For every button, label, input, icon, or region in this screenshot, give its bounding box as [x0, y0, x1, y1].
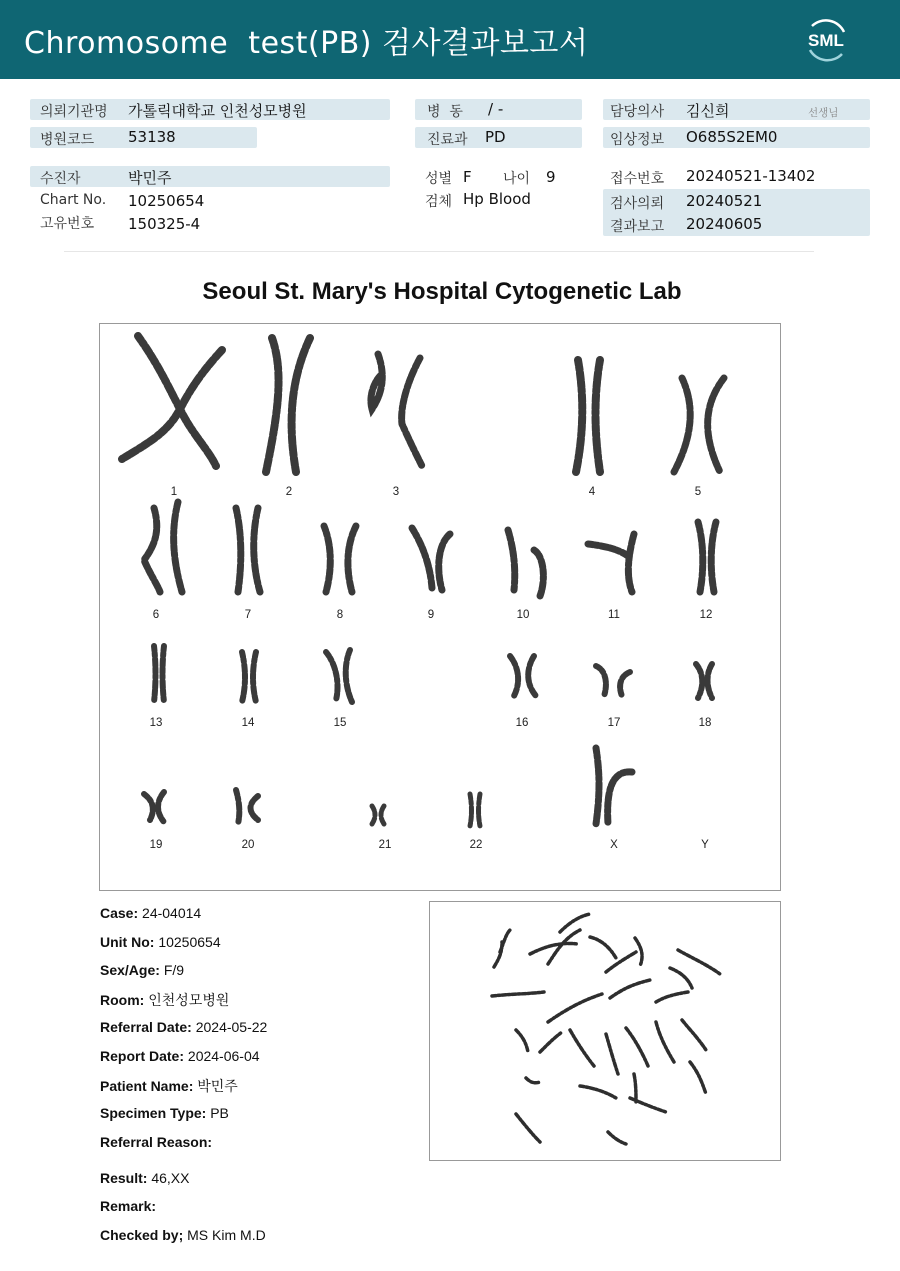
- room-label: Room:: [100, 992, 145, 1008]
- room-value: 인천성모병원: [148, 992, 230, 1008]
- lab-title: Seoul St. Mary's Hospital Cytogenetic Lab: [202, 278, 682, 305]
- room-row: [100, 990, 229, 1010]
- chromosome-label-17: 17: [607, 717, 621, 729]
- unique-label: 고유번호: [40, 216, 95, 232]
- patient-label: 수진자: [40, 171, 81, 187]
- remark-label: Remark:: [100, 1198, 157, 1214]
- report-date-row: [100, 1048, 260, 1064]
- chromosome-label-7: 7: [244, 609, 252, 621]
- chart-label: Chart No.: [40, 192, 107, 208]
- chromosome-label-1: 1: [170, 486, 178, 498]
- report-value: 20240605: [686, 215, 763, 233]
- chromosome-label-21: 21: [378, 839, 392, 851]
- doctor-suffix: 선생님: [808, 107, 839, 119]
- checked-row: [100, 1227, 266, 1243]
- doctor-label: 담당의사: [610, 104, 665, 120]
- ward-label: 병 동: [427, 104, 463, 120]
- patient-bar: [30, 166, 390, 187]
- dept-label: 진료과: [427, 132, 468, 148]
- checked-value: MS Kim M.D: [187, 1227, 266, 1243]
- metaphase-panel: [429, 901, 781, 1161]
- chromosome-label-8: 8: [336, 609, 344, 621]
- clinical-value: O685S2EM0: [686, 128, 778, 146]
- code-value: 53138: [128, 128, 176, 146]
- checked-label: Checked by;: [100, 1227, 184, 1243]
- divider: [64, 251, 814, 252]
- case-value: 24-04014: [142, 905, 202, 921]
- referral-reason-row: [100, 1134, 212, 1150]
- chromosome-label-Y: Y: [701, 839, 709, 851]
- chromosome-label-2: 2: [285, 486, 293, 498]
- sexage-value: F/9: [163, 962, 185, 978]
- sml-logo: [798, 12, 854, 68]
- metaphase-spread-image: [430, 902, 780, 1160]
- unit-label: Unit No:: [100, 934, 155, 950]
- request-label: 검사의뢰: [610, 196, 665, 212]
- logo-text: SML: [808, 31, 844, 50]
- chromosome-label-15: 15: [333, 717, 347, 729]
- referral-reason-label: Referral Reason:: [100, 1134, 213, 1150]
- doctor-value: 김신희: [686, 102, 730, 120]
- chromosome-label-X: X: [610, 839, 618, 851]
- chromosome-label-10: 10: [516, 609, 530, 621]
- specimen-type-row: [100, 1105, 229, 1121]
- dept-value: PD: [485, 128, 506, 146]
- chromosome-label-20: 20: [241, 839, 255, 851]
- chromosome-label-5: 5: [694, 486, 702, 498]
- chromosome-label-3: 3: [392, 486, 400, 498]
- specimen-type-value: PB: [210, 1105, 229, 1121]
- specimen-label: 검체: [425, 194, 453, 210]
- age-label: 나이: [503, 171, 531, 187]
- chromosome-label-19: 19: [149, 839, 163, 851]
- karyotype-image: [100, 324, 780, 890]
- referral-date-value: 2024-05-22: [195, 1019, 268, 1035]
- chromosome-label-22: 22: [469, 839, 483, 851]
- chromosome-label-18: 18: [698, 717, 712, 729]
- sex-label: 성별: [425, 171, 453, 187]
- org-label: 의뢰기관명: [40, 104, 108, 120]
- receipt-value: 20240521-13402: [686, 167, 816, 185]
- referral-date-row: [100, 1019, 267, 1035]
- unique-value: 150325-4: [128, 215, 201, 233]
- karyotype-panel: [99, 323, 781, 891]
- request-value: 20240521: [686, 192, 763, 210]
- chromosome-labels: [150, 486, 713, 851]
- result-row: [100, 1170, 189, 1186]
- age-value: 9: [546, 168, 556, 186]
- chromosome-label-16: 16: [515, 717, 529, 729]
- report-date-value: 2024-06-04: [187, 1048, 260, 1064]
- report-date-label: Report Date:: [100, 1048, 185, 1064]
- chromosome-label-11: 11: [608, 609, 620, 621]
- receipt-label: 접수번호: [610, 171, 665, 187]
- referral-date-label: Referral Date:: [100, 1019, 192, 1035]
- clinical-label: 임상정보: [610, 132, 665, 148]
- ward-value: / -: [488, 100, 504, 118]
- sexage-row: [100, 962, 184, 978]
- report-title: Chromosome test(PB) 검사결과보고서: [24, 26, 589, 61]
- chromosome-label-14: 14: [241, 717, 255, 729]
- case-row: [100, 905, 201, 921]
- sexage-label: Sex/Age:: [100, 962, 160, 978]
- specimen-type-label: Specimen Type:: [100, 1105, 207, 1121]
- chromosome-label-13: 13: [149, 717, 163, 729]
- case-label: Case:: [100, 905, 139, 921]
- remark-row: [100, 1198, 156, 1214]
- patient-name-value: 박민주: [197, 1078, 238, 1094]
- result-value: 46,XX: [151, 1170, 190, 1186]
- specimen-value: Hp Blood: [463, 190, 531, 208]
- result-label: Result:: [100, 1170, 148, 1186]
- chart-value: 10250654: [128, 192, 205, 210]
- patient-value: 박민주: [128, 169, 172, 187]
- code-label: 병원코드: [40, 132, 95, 148]
- sex-value: F: [463, 168, 472, 186]
- chromosome-label-12: 12: [699, 609, 713, 621]
- report-label: 결과보고: [610, 219, 665, 235]
- chromosome-label-9: 9: [427, 609, 435, 621]
- report-header: [0, 0, 900, 79]
- unit-value: 10250654: [158, 934, 221, 950]
- chromosome-label-4: 4: [588, 486, 596, 498]
- patient-name-row: [100, 1076, 238, 1096]
- patient-name-label: Patient Name:: [100, 1078, 194, 1094]
- unit-row: [100, 934, 221, 950]
- chromosome-label-6: 6: [152, 609, 160, 621]
- org-value: 가톨릭대학교 인천성모병원: [128, 102, 307, 120]
